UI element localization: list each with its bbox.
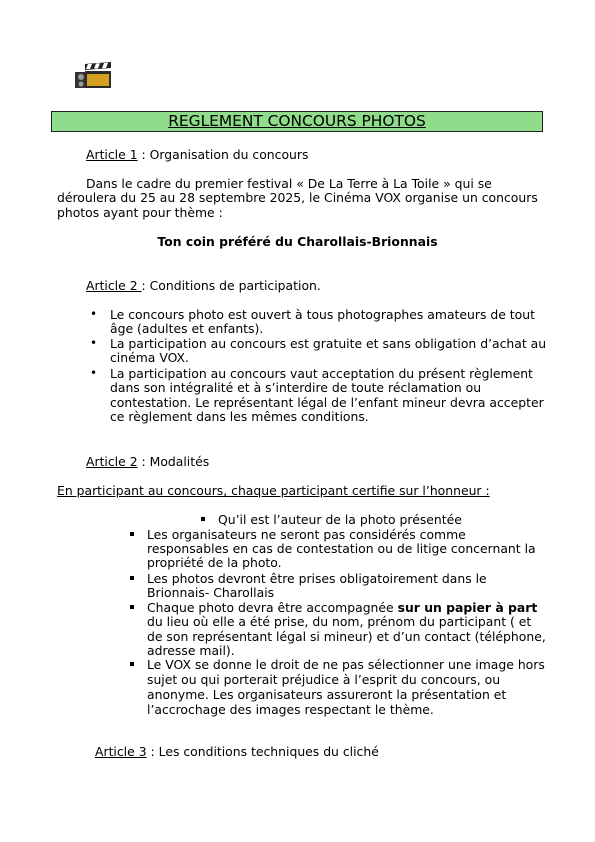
- bullet-dot: •: [90, 336, 98, 350]
- article3-heading: [95, 745, 379, 760]
- article3-heading-text: : Les conditions techniques du cliché: [146, 744, 379, 759]
- article1-line-2: déroulera du 25 au 28 septembre 2025, le Cinéma VOX organise un concours: [57, 190, 538, 205]
- conditions-item-3-line-1: La participation au concours vaut acceptation du présent règlement: [110, 366, 533, 381]
- modalites-item-4-line-3: de son représentant légal si mineur) et d’un contact (téléphone,: [147, 629, 546, 644]
- modalites-item-3-line-2: Brionnais- Charollais: [147, 585, 275, 600]
- conditions-item-3-line-2: dans son intégralité et à s’interdire de toute réclamation ou: [110, 380, 482, 395]
- article1-line-1: Dans le cadre du premier festival « De La Terre à La Toile » qui se: [86, 176, 492, 191]
- conditions-item-3-line-3: contestation. Le représentant légal de l’enfant mineur devra accepter: [110, 395, 544, 410]
- article2-heading-text: : Conditions de participation.: [141, 278, 321, 293]
- article2-heading: [86, 279, 321, 294]
- modalites-item-5-line-2: sujet ou qui porterait préjudice à l’esprit du concours, ou: [147, 672, 501, 687]
- conditions-item-1-line-1: Le concours photo est ouvert à tous photographes amateurs de tout: [110, 307, 535, 322]
- square-bullet: [130, 532, 134, 536]
- modalites-item-1: Qu’il est l’auteur de la photo présentée: [218, 512, 462, 527]
- modalites-item-2-line-1: Les organisateurs ne seront pas considérés comme: [147, 527, 466, 542]
- modalites-item-3-line-1: Les photos devront être prises obligatoirement dans le: [147, 571, 487, 586]
- article1-heading-text: : Organisation du concours: [137, 147, 309, 162]
- square-bullet: [130, 576, 134, 580]
- square-bullet: [130, 662, 134, 666]
- bullet-dot: •: [90, 366, 98, 380]
- conditions-item-1-line-2: âge (adultes et enfants).: [110, 321, 264, 336]
- conditions-item-3-line-4: ce règlement dans les mêmes conditions.: [110, 409, 369, 424]
- modalites-item-4-line-2: du lieu où elle a été prise, du nom, prénom du participant ( et: [147, 614, 532, 629]
- theme-text: Ton coin préféré du Charollais-Brionnais: [157, 234, 438, 249]
- article1-label: Article 1: [86, 147, 138, 162]
- modalites-item-4-bold: sur un papier à part: [397, 600, 538, 615]
- square-bullet: [201, 517, 205, 521]
- conditions-item-2-line-1: La participation au concours est gratuite et sans obligation d’achat au: [110, 336, 547, 351]
- article2b-heading: [86, 455, 209, 470]
- article1-heading: [86, 148, 308, 163]
- article1-line-3: photos ayant pour thème :: [57, 205, 223, 220]
- modalites-item-4-line-4: adresse mail).: [147, 643, 235, 658]
- article2-label: Article 2: [86, 278, 142, 293]
- modalites-item-5-line-4: l’accrochage des images respectant le thème.: [147, 702, 434, 717]
- film-clapperboard-icon: [75, 62, 111, 89]
- modalites-item-4-pre: Chaque photo devra être accompagnée: [147, 600, 398, 615]
- modalites-item-5-line-3: anonyme. Les organisateurs assureront la présentation et: [147, 687, 507, 702]
- festival-logo: [75, 62, 111, 89]
- modalites-intro: En participant au concours, chaque participant certifie sur l’honneur :: [57, 483, 490, 498]
- modalites-item-2-line-3: propriété de la photo.: [147, 555, 282, 570]
- square-bullet: [130, 605, 134, 609]
- conditions-item-2-line-2: cinéma VOX.: [110, 350, 189, 365]
- bullet-dot: •: [90, 307, 98, 321]
- article2b-label: Article 2: [86, 454, 138, 469]
- modalites-item-5-line-1: Le VOX se donne le droit de ne pas sélectionner une image hors: [147, 657, 545, 672]
- article2b-heading-text: : Modalités: [137, 454, 210, 469]
- article3-label: Article 3: [95, 744, 147, 759]
- modalites-item-2-line-2: responsables en cas de contestation ou de litige concernant la: [147, 541, 536, 556]
- page-title: REGLEMENT CONCOURS PHOTOS: [51, 111, 543, 132]
